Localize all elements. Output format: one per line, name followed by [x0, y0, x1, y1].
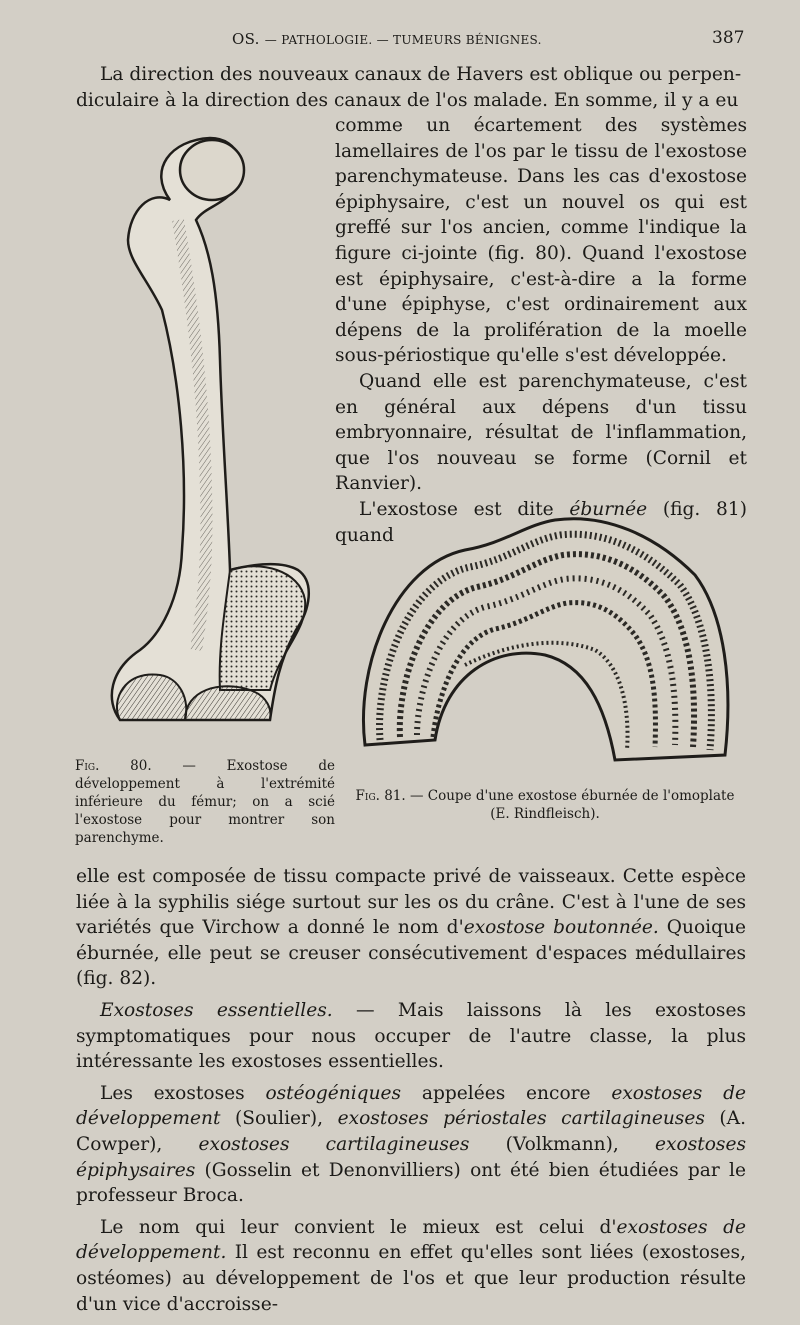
intro-text: [76, 62, 746, 113]
figure-80-caption: [75, 757, 335, 847]
body-text: [76, 864, 746, 1317]
side-paragraph-1: comme un écartement des systèmes lamellaires de l'os par le tissu de l'exostose parenchymateuse. Dans les cas d'exostose épiphysaire, c'est un nouvel os qui est greffé sur l'os ancien, comme l'indique la figure ci-jointe (fig. 80). Quand l'exostose est épiphysaire, c'est-à-dire a la forme d'une épiphyse, c'est ordinairement aux dépens de la prolifération de la moelle sous-périostique qu'elle s'est développée.: [335, 115, 747, 367]
body-p1-italic: exostose boutonnée.: [463, 917, 659, 939]
body-p4-a: Le nom qui leur convient le mieux est celui d': [100, 1216, 617, 1238]
side-column: [335, 113, 747, 548]
scapula-section-illustration: [355, 505, 735, 775]
body-p3-d: (A. Cowper),: [76, 1108, 746, 1155]
body-p3-i1: ostéogéniques: [265, 1082, 402, 1104]
body-paragraph-2: [76, 998, 746, 1075]
running-title-rest: — PATHOLOGIE. — TUMEURS BÉNIGNES.: [264, 33, 542, 47]
body-p3-c: (Soulier),: [220, 1108, 338, 1130]
side-p3-italic: éburnée: [569, 498, 648, 520]
running-title-os: OS.: [232, 30, 260, 48]
body-p2-italic: Exostoses essentielles.: [100, 999, 333, 1021]
body-p3-i3: exostoses périostales cartilagineuses: [337, 1108, 705, 1130]
side-p3-before: L'exostose est dite: [359, 498, 570, 520]
running-title: [232, 30, 542, 48]
body-p3-a: Les exostoses: [100, 1082, 266, 1104]
figure-81-text: — Coupe d'une exostose éburnée de l'omoplate (E. Rindfleisch).: [409, 788, 735, 822]
figure-81-caption: [355, 787, 735, 823]
femur-illustration: [100, 130, 340, 760]
body-paragraph-4: [76, 1215, 746, 1317]
running-header: [0, 30, 800, 52]
body-p1-b: Quoique éburnée, elle peut se creuser consécutivement d'espaces médullaires (fig. 82).: [76, 917, 746, 990]
body-p3-i2: exostoses de développement: [76, 1082, 746, 1130]
body-p2-rest: — Mais laissons là les exostoses symptomatiques pour nous occuper de l'autre classe, la plus intéressante les exostoses essentielles.: [76, 999, 746, 1073]
intro-line-1: La direction des nouveaux canaux de Havers est oblique ou perpen-: [100, 64, 742, 85]
body-p3-i5: exostoses épiphysaires: [76, 1133, 746, 1181]
body-paragraph-1: [76, 864, 746, 992]
figure-80-text: — Exostose de développement à l'extrémité inférieure du fémur; on a scié l'exostose pour montrer son parenchyme.: [75, 758, 335, 846]
page-number: 387: [712, 28, 745, 48]
side-paragraph-2: Quand elle est parenchymateuse, c'est en général aux dépens d'un tissu embryonnaire, résultat de l'inflammation, que l'os nouveau se forme (Cornil et Ranvier).: [335, 370, 747, 495]
side-p3-after: (fig. 81) quand: [335, 498, 747, 546]
body-p3-b: appelées encore: [401, 1082, 612, 1104]
figure-80-label: Fig. 80.: [75, 758, 152, 774]
body-p4-i1: exostoses de développement.: [76, 1216, 746, 1264]
body-p3-e: (Volkmann),: [469, 1133, 656, 1155]
body-p3-f: (Gosselin et Denonvilliers) ont été bien étudiées par le professeur Broca.: [76, 1159, 746, 1207]
intro-line-2: diculaire à la direction des canaux de l'os malade. En somme, il y a eu: [76, 89, 739, 111]
body-p3-i4: exostoses cartilagineuses: [198, 1133, 470, 1155]
body-p1-a: elle est composée de tissu compacte privé de vaisseaux. Cette espèce liée à la syphilis siége surtout sur les os du crâne. C'est à l'une de ses variétés que Virchow a donné le nom d': [76, 866, 746, 939]
figure-81-label: Fig. 81.: [355, 788, 406, 804]
body-paragraph-3: [76, 1081, 746, 1209]
body-p4-b: Il est reconnu en effet qu'elles sont liées (exostoses, ostéomes) au développement de l'os et que leur production résulte d'un vice d'accroisse-: [76, 1242, 746, 1315]
